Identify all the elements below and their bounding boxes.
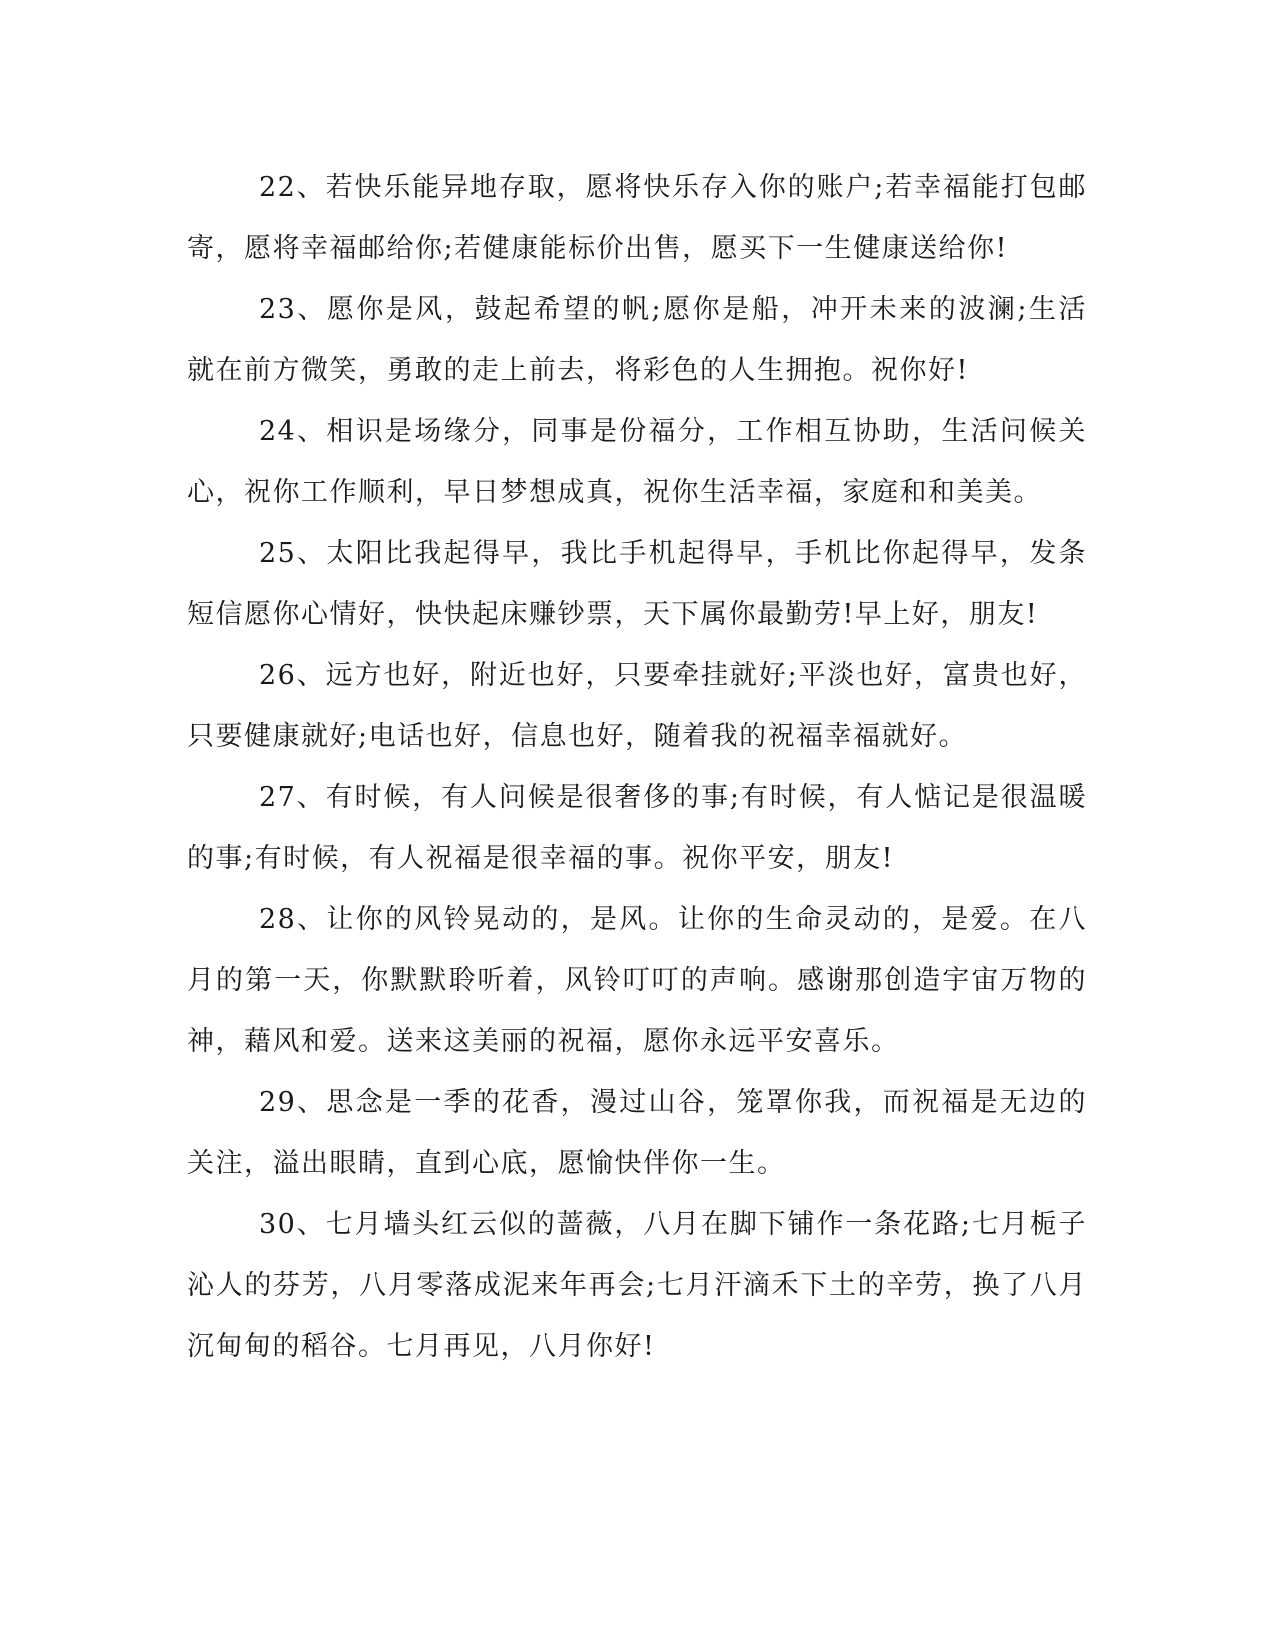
paragraph-27: 27、有时候，有人问候是很奢侈的事;有时候，有人惦记是很温暖的事;有时候，有人祝福是很幸福的事。祝你平安，朋友! — [187, 782, 1087, 874]
paragraph-29: 29、思念是一季的花香，漫过山谷，笼罩你我，而祝福是无边的关注，溢出眼睛，直到心底，愿愉快伴你一生。 — [187, 1087, 1087, 1179]
paragraph-25: 25、太阳比我起得早，我比手机起得早，手机比你起得早，发条短信愿你心情好，快快起床赚钞票，天下属你最勤劳!早上好，朋友! — [187, 538, 1087, 630]
document-body — [187, 157, 1087, 1377]
paragraph-24: 24、相识是场缘分，同事是份福分，工作相互协助，生活问候关心，祝你工作顺利，早日梦想成真，祝你生活幸福，家庭和和美美。 — [187, 416, 1087, 508]
paragraph-30: 30、七月墙头红云似的蔷薇，八月在脚下铺作一条花路;七月栀子沁人的芬芳，八月零落成泥来年再会;七月汗滴禾下土的辛劳，换了八月沉甸甸的稻谷。七月再见，八月你好! — [187, 1209, 1087, 1362]
paragraph-22: 22、若快乐能异地存取，愿将快乐存入你的账户;若幸福能打包邮寄，愿将幸福邮给你;若健康能标价出售，愿买下一生健康送给你! — [187, 172, 1087, 264]
paragraph-28: 28、让你的风铃晃动的，是风。让你的生命灵动的，是爱。在八月的第一天，你默默聆听着，风铃叮叮的声响。感谢那创造宇宙万物的神，藉风和爱。送来这美丽的祝福，愿你永远平安喜乐。 — [187, 904, 1087, 1057]
paragraph-26: 26、远方也好，附近也好，只要牵挂就好;平淡也好，富贵也好，只要健康就好;电话也好，信息也好，随着我的祝福幸福就好。 — [187, 660, 1087, 752]
paragraph-23: 23、愿你是风，鼓起希望的帆;愿你是船，冲开未来的波澜;生活就在前方微笑，勇敢的走上前去，将彩色的人生拥抱。祝你好! — [187, 294, 1087, 386]
